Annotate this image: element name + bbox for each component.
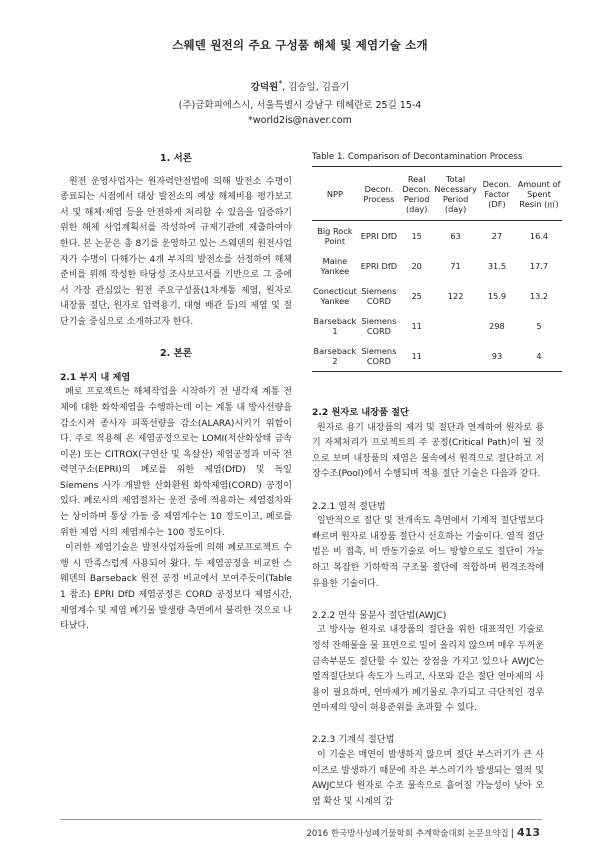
author-line: [0, 79, 600, 93]
paragraph-2-2-2: 고 방사능 원자로 내장품의 절단을 위한 대표적인 기술로 정석 잔해물을 물 표면으로 밀어 올리지 않으며 매우 두꺼운 금속부분도 절단할 수 있는 장점을 가지고 있으나 AWJC는 열적절단보다 속도가 느리고, 사포와 같은 절단 연마제의 사용이 필요하며, 연마제가 폐기물로 추가되고 극단적인 경우 연마제의 양이 허용준위를 초과할 수 있다.: [312, 625, 544, 714]
cell-real: 15: [411, 231, 422, 241]
cell-real: 25: [411, 291, 422, 301]
subsection-heading-2-2-1: 2.2.1 열적 절단법: [312, 500, 386, 512]
header-resin: Amount of Spent Resin (㎥): [517, 178, 561, 209]
left-column: [60, 151, 292, 635]
paper-title: 스웨덴 원전의 주요 구성품 해체 및 제염기술 소개: [172, 38, 428, 52]
corresponding-mark: *: [278, 79, 283, 88]
header-df: Decon. Factor (DF): [482, 178, 512, 209]
table-row: [312, 251, 562, 281]
subsection-heading-2-2-2: 2.2.2 연삭 물분사 절단법(AWJC): [312, 609, 447, 621]
cell-npp: Barseback 2: [313, 346, 357, 366]
cell-npp: Maine Yankee: [320, 256, 350, 276]
cell-df: 15.9: [487, 291, 507, 301]
header-npp: NPP: [326, 188, 343, 199]
cell-resin: 4: [536, 351, 542, 361]
footer-proceedings: 2016 한국방사성폐기물학회 추계학술대회 논문요약집: [306, 829, 509, 839]
section-heading-body: 2. 본론: [160, 348, 192, 360]
cell-df: 93: [491, 351, 503, 361]
cell-resin: 16.4: [529, 231, 549, 241]
cell-total: [433, 311, 477, 341]
cell-df: 31.5: [487, 261, 507, 271]
table-row: [312, 341, 562, 372]
cell-real: 11: [411, 351, 422, 361]
cell-process: Siemens CORD: [361, 346, 397, 366]
cell-df: 27: [491, 231, 503, 241]
cell-resin: 13.2: [529, 291, 549, 301]
main-author: 강덕원: [250, 82, 279, 94]
cell-process: Siemens CORD: [361, 316, 397, 336]
paragraph-2-2: 원자로 용기 내장품의 제거 및 절단과 연계하여 원자로 용기 자체처리가 프로젝트의 주 공정(Critical Path)이 될 것으로 보며 내장품의 제염은 물속에서 원격으로 절단하고 저장수조(Pool)에서 수행되며 적용 절단 기술은 다음과 같다.: [312, 422, 544, 480]
right-column: [312, 405, 544, 810]
affiliation: (주)금화피에스시, 서울특별시 강남구 테헤란로 25길 15-4: [178, 100, 422, 111]
table-row: [312, 311, 562, 341]
cell-npp: Barseback 1: [313, 316, 357, 336]
subsection-heading-2-2: 2.2 원자로 내장품 절단: [312, 407, 409, 418]
cell-resin: 17.7: [529, 261, 549, 271]
cell-npp: Big Rock Point: [317, 226, 353, 246]
header-total-period: Total Necessary Period (day): [434, 173, 477, 214]
footer-rule: [60, 819, 542, 820]
intro-paragraph: 원전 운영사업자는 원자력안전법에 의해 발전소 수명이 종료되는 시점에서 대상 발전소의 예상 해체비용 평가보고서 및 해체·제염 등을 안전하게 처리할 수 있음을 입증하기 위한 해체 사업계획서를 작성하여 규제기관에 제출하여야 한다. 본 논문은 총 8기를 운영하고 있는 스웨덴의 원전사업자가 수명이 다해가는 4개 부지의 발전소를 선정하여 해체 준비를 위해 작성한 타당성 조사보고서를 기반으로 그 중에서 가장 관심있는 원전 주요구성품(1차계통 제염, 원자로 내장품 절단, 원자로 압력용기, 대형 배관 등)의 제염 및 절단기술 중심으로 소개하고자 한다.: [60, 176, 292, 327]
paragraph-2-2-3: 이 기술은 매연이 발생하지 않으며 절단 부스러기가 큰 사이즈로 발생하기 때문에 작은 부스러기가 발생되는 열적 및 AWJC보다 원자로 수조 물속으로 흘어질 가능성이 낮아 오염 확산 및 시계의 감: [312, 750, 544, 807]
cell-npp: Conecticut Yankee: [313, 286, 357, 306]
header-real-period: Real Decon. Period (day): [402, 173, 431, 214]
table-caption: Table 1. Comparison of Decontamination Process: [312, 152, 523, 162]
author-email: *world2is@naver.com: [248, 115, 352, 126]
cell-total: 122: [447, 291, 464, 301]
cell-process: Siemens CORD: [361, 286, 397, 306]
cell-total: 63: [450, 231, 461, 241]
cell-resin: 5: [536, 321, 542, 331]
cell-real: 11: [411, 321, 422, 331]
paragraph-2-2-1: 일반적으로 절단 및 전개속도 측면에서 기계적 절단법보다 빠르며 원자로 내장품 절단시 선호하는 기술이다. 열적 절단법은 비 접촉, 비 반동기술로 어느 방향으로도 절단이 가능하고 복잡한 기하학적 구조물 절단에 적합하며 원격조작에 유용한 기술이다.: [312, 516, 544, 589]
cell-df: 298: [489, 321, 505, 331]
decon-comparison-table: [312, 166, 562, 372]
cell-real: 20: [411, 261, 422, 271]
cell-process: EPRI DfD: [360, 231, 398, 241]
table-header-row: [312, 167, 562, 221]
subsection-heading-2-2-3: 2.2.3 기계식 절단법: [312, 734, 395, 746]
subsection-heading-2-1: 2.1 부지 내 제염: [60, 371, 131, 383]
page-footer: [306, 826, 540, 839]
cell-total: [433, 341, 477, 372]
co-authors: , 김승일, 김을기: [282, 82, 350, 94]
table-row: [312, 221, 562, 252]
table-row: [312, 281, 562, 311]
footer-separator: |: [510, 828, 515, 839]
paragraph-2-1-a: 폐로 프로젝트는 해체작업을 시작하기 전 냉각재 계통 전체에 대한 화학제염을 수행하는데 이는 계통 내 방사선량을 감소시켜 종사자 피폭선량을 감소(ALARA)시키기 위함이다. 주로 적용해 온 제염공정으로는 LOMI(저산화상태 금속이온) 또는 CITROX(구연산 및 옥살산) 제염공정과 미국 전력연구소(EPRI)의 폐로를 위한 제염(DfD) 및 독일 Siemens 사가 개발한 산화환원 화학제염(CORD) 공정이 있다. 폐로시의 제염절차는 운전 중에 적용하는 제염절차와는 상이하며 통상 가동 중 제염계수는 10 정도이고, 폐로를 위한 제염 시의 제염계수는 100 정도이다.: [60, 387, 292, 538]
page-number: 413: [517, 826, 540, 839]
section-heading-intro: 1. 서론: [160, 153, 192, 164]
paragraph-2-1-b: 이러한 제염기술은 발전사업자들에 의해 폐로프로젝트 수행 시 만족스럽게 사용되어 왔다. 두 제염공정을 비교한 스웨덴의 Barseback 원전 공정 비교에서 보여주듯이(Table 1 참조) EPRI DfD 제염공정은 CORD 공정보다 제염시간, 제염계수 및 제염 폐기물 발생량 측면에서 불리한 것으로 나타났다.: [60, 543, 292, 632]
cell-total: 71: [450, 261, 461, 271]
header-process: Decon. Process: [363, 183, 395, 204]
cell-process: EPRI DfD: [360, 261, 398, 271]
